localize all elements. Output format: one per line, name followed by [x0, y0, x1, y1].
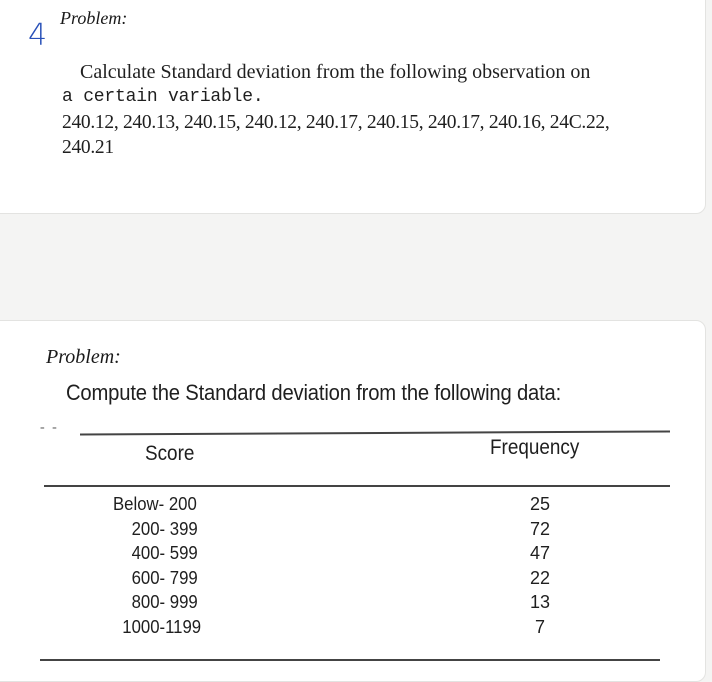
table-row-frequency: 47 [529, 543, 551, 563]
table-row-frequency: 22 [529, 567, 551, 588]
table-bottom-rule [40, 659, 660, 661]
score-header: Score [145, 442, 195, 465]
score-column [113, 492, 253, 639]
dash-mark: - - [40, 420, 59, 435]
table-row-score: 600- 799 [131, 567, 198, 588]
table-row-score: 800- 999 [131, 592, 198, 612]
table-row-score: 400- 599 [131, 543, 198, 563]
table-row-frequency: 25 [529, 494, 551, 514]
problem-2-label: Problem: [46, 346, 121, 368]
problem-1-values-2: 240.21 [62, 137, 114, 158]
frequency-header: Frequency [490, 436, 580, 459]
problem-1-values-1: 240.12, 240.13, 240.15, 240.12, 240.17, 240.15, 240.17, 240.16, 24C.22, [62, 112, 610, 133]
table-header-rule [44, 485, 670, 487]
table-row-score: 1000-1199 [122, 616, 202, 637]
table-row-frequency: 13 [529, 592, 551, 612]
problem-1-line-1: Calculate Standard deviation from the following observation on [80, 61, 591, 83]
frequency-column [520, 492, 560, 639]
problem-1-label: Problem: [60, 8, 128, 28]
table-row-frequency: 72 [529, 518, 551, 539]
handwritten-number: 4 [28, 18, 48, 53]
problem-1-text [62, 60, 702, 160]
problem-1-line-2: a certain variable. [62, 87, 264, 107]
problem-2-question: Compute the Standard deviation from the following data: [66, 380, 562, 405]
table-row-score: 200- 399 [131, 518, 198, 539]
problem-2-card [0, 320, 706, 682]
table-row-score: Below- 200 [113, 494, 197, 514]
table-row-frequency: 7 [534, 616, 545, 637]
